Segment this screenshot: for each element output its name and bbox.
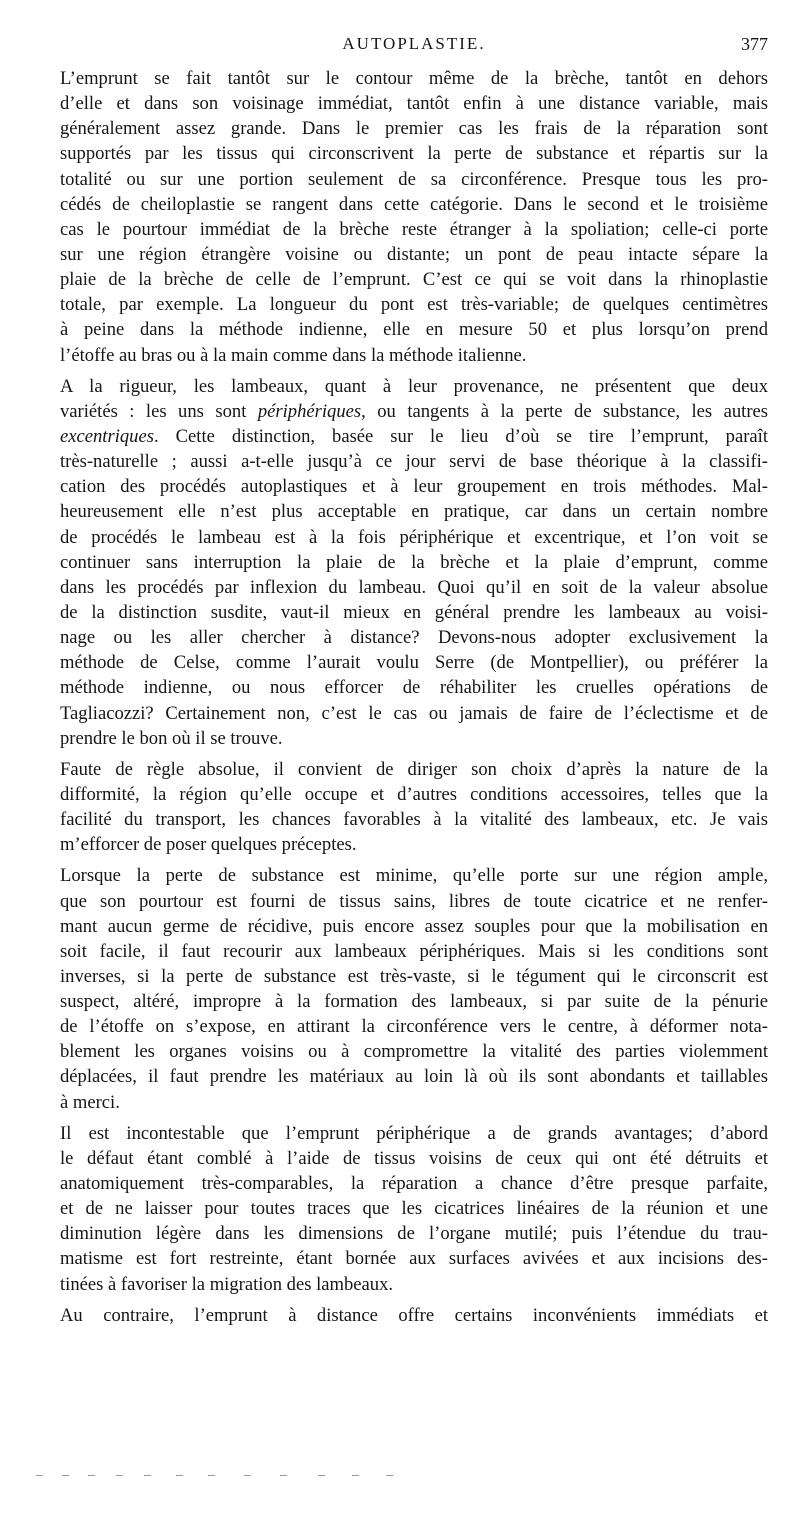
text-line: très-naturelle ; aussi a-t-elle jusqu’à ce jour servi de base théorique à la classifi- [60,451,768,473]
dash-mark [208,1475,215,1476]
text-line: Au contraire, l’emprunt à distance offre certains inconvénients immédiats et [60,1304,768,1326]
text-line: plaie de la brèche de celle de l’emprunt. C’est ce qui se voit dans la rhinoplastie [60,269,768,291]
text-line: Lorsque la perte de substance est minime, qu’elle porte sur une région ample, [60,865,768,887]
text-line: cas le pourtour immédiat de la brèche reste étranger à la spoliation; celle-ci porte [60,218,768,240]
dash-mark [36,1475,43,1476]
text-line: à merci. [60,1091,120,1113]
dash-mark [280,1475,287,1476]
text-line: soit facile, il faut recourir aux lambeaux périphériques. Mais si les conditions sont [60,940,768,962]
running-title: AUTOPLASTIE. [342,34,486,53]
text-line: facilité du transport, les chances favorables à la vitalité des lambeaux, etc. Je vais [60,809,768,831]
text-line: déplacées, il faut prendre les matériaux au loin là où ils sont abondants et taillables [60,1066,768,1088]
text-line: variétés : les uns sont périphériques, ou tangents à la perte de substance, les autres [60,400,768,422]
dash-mark [318,1475,325,1476]
text-line: totalité ou sur une portion seulement de sa circonférence. Presque tous les pro- [60,168,768,190]
dash-mark [116,1475,123,1476]
running-head [60,34,768,58]
text-line: blement les organes voisins ou à compromettre la vitalité des parties violemment [60,1041,768,1063]
text-line: diminution légère dans les dimensions de l’organe mutilé; puis l’étendue du trau- [60,1223,768,1245]
text-line: anatomiquement très-comparables, la réparation a chance d’être presque parfaite, [60,1173,768,1195]
dash-mark [176,1475,183,1476]
text-line: A la rigueur, les lambeaux, quant à leur provenance, ne présentent que deux [60,375,768,397]
bottom-dash-marks [36,1475,396,1481]
body-text [60,66,768,1328]
text-line: m’efforcer de poser quelques préceptes. [60,834,357,856]
emphasis-term: excentriques [60,425,154,447]
text-line: de procédés le lambeau est à la fois périphérique et excentrique, et l’on voit se [60,526,768,548]
text-line: inverses, si la perte de substance est très-vaste, si le tégument qui le circonscrit est [60,965,768,987]
text-line: de la distinction susdite, vaut-il mieux en général prendre les lambeaux au voisi- [60,601,768,623]
text-line: heureusement elle n’est plus acceptable en pratique, car dans un certain nombre [60,501,768,523]
text-line: continuer sans interruption la plaie de la brèche et la plaie d’emprunt, comme [60,551,768,573]
text-line: matisme est fort restreinte, étant bornée aux surfaces avivées et aux incisions des- [60,1248,768,1270]
text-line: Tagliacozzi? Certainement non, c’est le cas ou jamais de faire de l’éclectisme et de [60,702,768,724]
text-line: généralement assez grande. Dans le premier cas les frais de la réparation sont [60,118,768,140]
text-line: nage ou les aller chercher à distance? Devons-nous adopter exclusivement la [60,627,768,649]
dash-mark [352,1475,359,1476]
dash-mark [244,1475,251,1476]
text-line: dans les procédés par inflexion du lambeau. Quoi qu’il en soit de la valeur absolue [60,576,768,598]
dash-mark [62,1475,69,1476]
page-number: 377 [741,34,768,54]
text-line: méthode indienne, ou nous efforcer de réhabiliter les cruelles opérations de [60,677,768,699]
text-line: Il est incontestable que l’emprunt périphérique a de grands avantages; d’abord [60,1122,768,1144]
text-line: sur une région étrangère voisine ou distante; un pont de peau intacte sépare la [60,243,768,265]
text-line: et de ne laisser pour toutes traces que les cicatrices linéaires de la réunion et une [60,1198,768,1220]
text-line: supportés par les tissus qui circonscrivent la perte de substance et répartis sur la [60,143,768,165]
dash-mark [144,1475,151,1476]
text-line: que son pourtour est fourni de tissus sains, libres de toute cicatrice et ne renfer- [60,890,768,912]
text-line: cation des procédés autoplastiques et à leur groupement en trois méthodes. Mal- [60,476,768,498]
emphasis-term: périphériques [257,400,362,422]
text-line: méthode de Celse, comme l’aurait voulu Serre (de Montpellier), ou préférer la [60,652,768,674]
text-line: cédés de cheiloplastie se rangent dans cette catégorie. Dans le second et le troisième [60,193,768,215]
dash-mark [88,1475,95,1476]
text-line: l’étoffe au bras ou à la main comme dans la méthode italienne. [60,344,527,366]
text-line: difformité, la région qu’elle occupe et d’autres conditions accessoires, telles que la [60,783,768,805]
text-line: le défaut étant comblé à l’aide de tissus voisins de ceux qui ont été détruits et [60,1147,768,1169]
text-line: Faute de règle absolue, il convient de diriger son choix d’après la nature de la [60,758,768,780]
text-line: mant aucun germe de récidive, puis encore assez souples pour que la mobilisation en [60,915,768,937]
text-line: d’elle et dans son voisinage immédiat, tantôt enfin à une distance variable, mais [60,93,768,115]
text-line: excentriques. Cette distinction, basée sur le lieu d’où se tire l’emprunt, paraît [60,425,768,447]
text-line: L’emprunt se fait tantôt sur le contour même de la brèche, tantôt en dehors [60,68,768,89]
text-line: tinées à favoriser la migration des lambeaux. [60,1273,394,1295]
text-line: suspect, altéré, impropre à la formation des lambeaux, si par suite de la pénurie [60,991,768,1013]
text-line: de l’étoffe on s’expose, en attirant la circonférence vers le centre, à déformer nota- [60,1016,768,1038]
text-line: à peine dans la méthode indienne, elle en mesure 50 et plus lorsqu’on prend [60,319,768,341]
text-line: prendre le bon où il se trouve. [60,727,283,749]
text-line: totale, par exemple. La longueur du pont est très-variable; de quelques centimètres [60,294,768,316]
dash-mark [386,1475,393,1476]
